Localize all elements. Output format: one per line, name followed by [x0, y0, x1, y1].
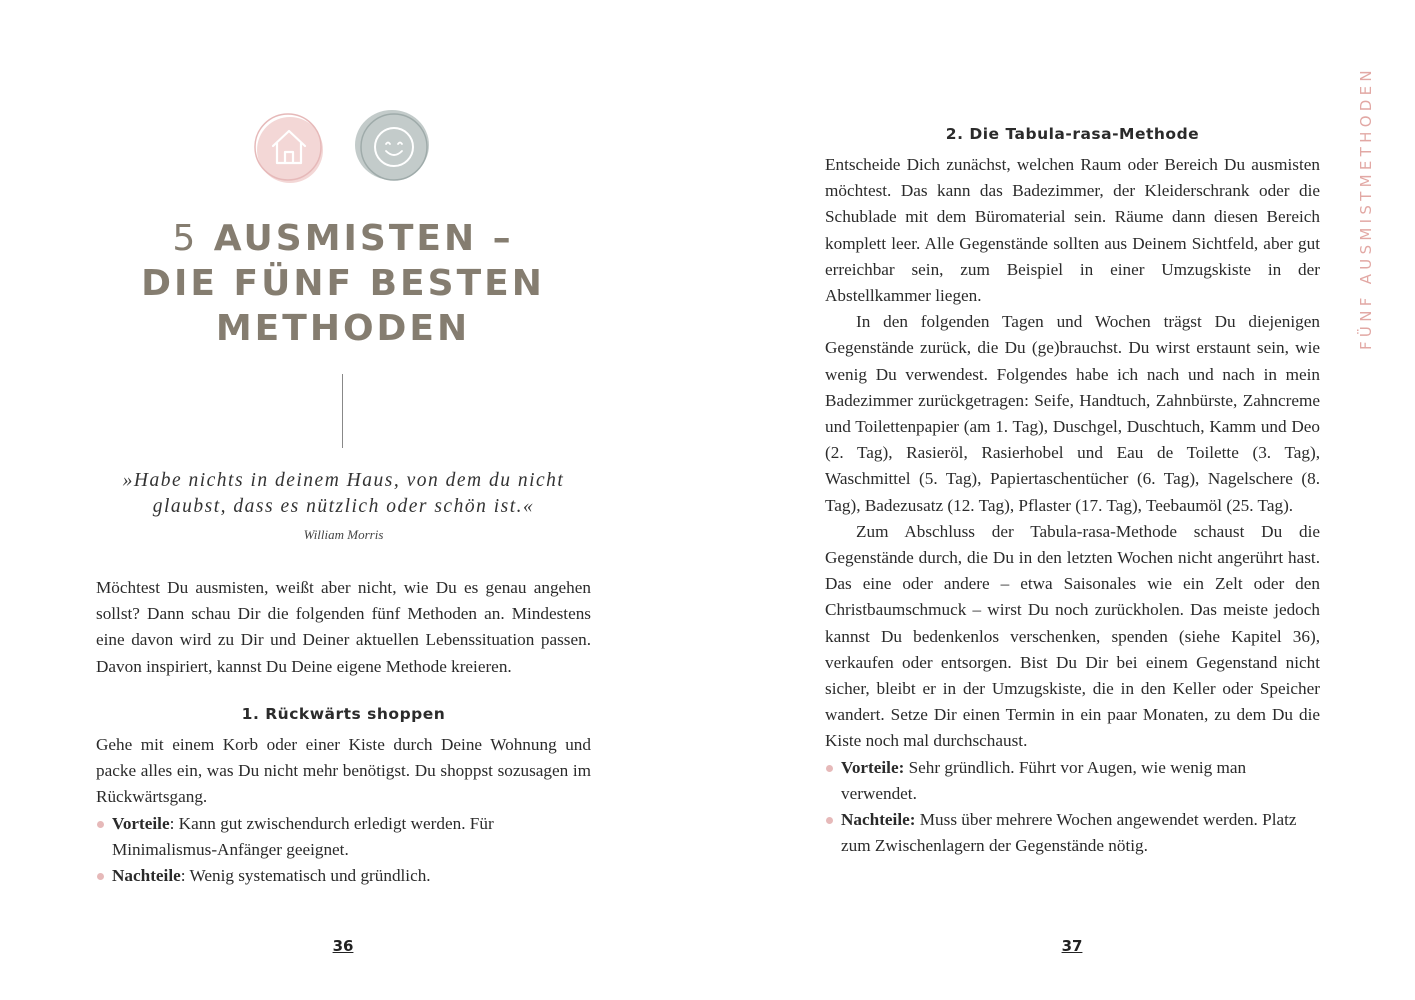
method-1-list	[96, 811, 591, 890]
intro-paragraph	[96, 575, 591, 680]
right-page	[707, 0, 1415, 1000]
method-1-pros	[96, 811, 591, 863]
smiley-icon	[353, 108, 431, 184]
method-1-text: Gehe mit einem Korb oder einer Kiste durch Deine Wohnung und packe alles ein, was Du nicht mehr benötigst. Du shoppst sozusagen im Rückwärtsgang.	[96, 735, 591, 807]
pros-label: Vorteile:	[841, 757, 905, 777]
method-1-cons	[96, 863, 591, 889]
chapter-icons	[253, 108, 443, 188]
epigraph-quote: »Habe nichts in deinem Haus, von dem du nicht glaubst, dass es nützlich oder schön ist.«	[122, 470, 565, 517]
page-number-right: 37	[1061, 937, 1083, 955]
running-head: FÜNF AUSMISTMETHODEN	[1357, 66, 1375, 350]
chapter-title-line2: DIE FÜNF BESTEN	[141, 263, 545, 304]
house-icon	[253, 112, 325, 184]
intro-text: Möchtest Du ausmisten, weißt aber nicht, wie Du es genau angehen sollst? Dann schau Dir die folgenden fünf Methoden an. Mindestens eine davon wird zu Dir und Deiner aktuellen Lebenssituation passen. Davon inspiriert, kannst Du Deine eigene Methode kreieren.	[96, 578, 591, 676]
chapter-title-line3: METHODEN	[215, 308, 471, 349]
chapter-title-line1: AUSMISTEN –	[213, 218, 514, 259]
method-1-section	[96, 702, 591, 889]
method-2-section	[825, 122, 1320, 859]
cons-text: Muss über mehrere Wochen angewendet werden. Platz zum Zwischenlagern der Gegenstände nötig.	[841, 810, 1297, 856]
method-2-heading: 2. Die Tabula-rasa-Methode	[945, 125, 1200, 143]
page-number-left: 36	[332, 937, 354, 955]
method-2-list	[825, 755, 1320, 860]
left-page	[0, 0, 707, 1000]
method-2-paragraph-1: Entscheide Dich zunächst, welchen Raum oder Bereich Du ausmisten möchtest. Das kann das Badezimmer, der Kleiderschrank oder die Schublade mit dem Büromaterial sein. Räume dann diesen Bereich komplett leer. Alle Gegenstände sollten aus Deinem Sichtfeld, aber gut erreichbar sein, zum Beispiel in einer Umzugskiste in der Abstellkammer liegen.	[825, 155, 1320, 306]
pros-label: Vorteile	[112, 813, 170, 833]
method-2-paragraph-3: Zum Abschluss der Tabula-rasa-Methode schaust Du die Gegenstände durch, die Du in den letzten Wochen nicht angerührt hast. Das eine oder andere – etwa Saisonales wie ein Zelt oder den Christbaumschmuck – wirst Du noch zurückholen. Das meiste jedoch kannst Du bedenkenlos verschenken, spenden (siehe Kapitel 36), verkaufen oder entsorgen. Bist Du Dir bei einem Gegenstand nicht sicher, bleibt er in der Umzugskiste, die in den Keller oder Speicher wandert. Setze Dir einen Termin in ein paar Monaten, zu dem Du die Kiste noch mal durchschaust.	[825, 521, 1320, 751]
chapter-number: 5	[172, 218, 199, 259]
epigraph-author: William Morris	[303, 527, 384, 542]
method-2-cons	[825, 807, 1320, 859]
method-2-paragraph-2: In den folgenden Tagen und Wochen trägst Du diejenigen Gegenstände zurück, die Du (ge)brauchst. Du wirst erstaunt sein, wie wenig Du verwendest. Folgendes habe ich nach und nach in mein Badezimmer zurückgetragen: Seife, Handtuch, Zahnbürste, Zahncreme und Toilettenpapier (am 1. Tag), Duschgel, Duschtuch, Kamm und Deo (2. Tag), Rasieröl, Rasierhobel und Eau de Toilette (3. Tag), Waschmittel (5. Tag), Papiertaschentücher (6. Tag), Nagelschere (8. Tag), Badezusatz (12. Tag), Pflaster (17. Tag), Teebaumöl (25. Tag).	[825, 312, 1320, 515]
divider-line	[342, 374, 343, 448]
cons-label: Nachteile	[112, 866, 181, 886]
cons-text: : Wenig systematisch und gründlich.	[180, 866, 431, 886]
chapter-title	[120, 216, 566, 351]
method-1-heading: 1. Rückwärts shoppen	[241, 705, 446, 723]
cons-label: Nachteile:	[841, 810, 916, 830]
method-2-pros	[825, 755, 1320, 807]
pros-text: Sehr gründlich. Führt vor Augen, wie wenig man verwendet.	[841, 757, 1247, 803]
pros-text: : Kann gut zwischendurch erledigt werden. Für Minimalismus-Anfänger geeignet.	[112, 813, 494, 859]
